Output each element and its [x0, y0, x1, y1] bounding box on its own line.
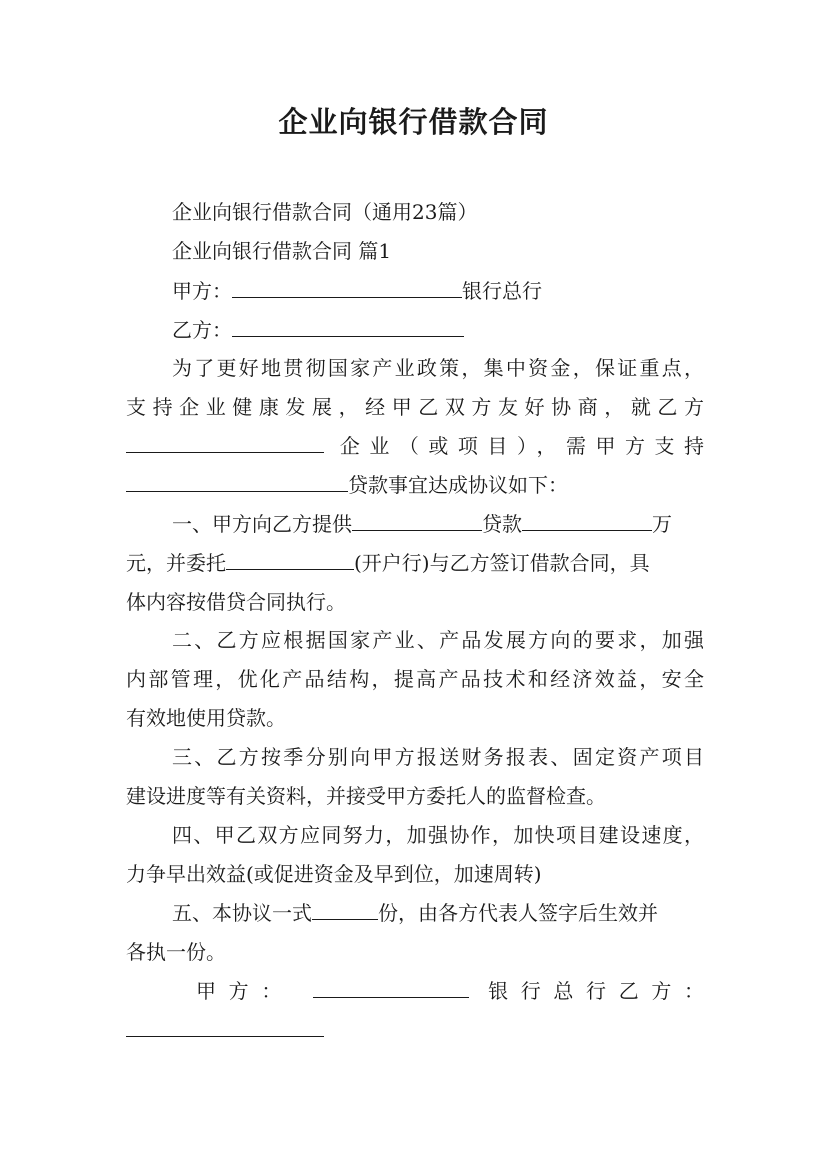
blank-underline — [126, 472, 348, 492]
paragraph-text: 企业（或项目），需甲方支持 — [339, 434, 705, 458]
blank-underline — [522, 511, 652, 531]
clause-2-line — [126, 666, 704, 692]
party-a-line — [172, 278, 704, 304]
clause-5-line — [126, 939, 704, 965]
paragraph-line — [126, 394, 704, 420]
blank-underline — [232, 317, 464, 337]
paragraph-text: 支持企业健康发展，经甲乙双方友好协商，就乙方 — [126, 395, 704, 419]
clause-4-line — [172, 822, 704, 848]
paragraph-text: 贷款事宜达成协议如下： — [348, 473, 568, 497]
clause-text: 三、乙方按季分别向甲方报送财务报表、固定资产项目 — [172, 745, 704, 769]
clause-text: 份，由各方代表人签字后生效并 — [378, 901, 658, 925]
signature-text: 甲方： — [196, 979, 294, 1003]
blank-underline — [312, 900, 378, 920]
clause-4-line — [126, 861, 704, 887]
party-a-suffix: 银行总行 — [462, 279, 542, 303]
document-title: 企业向银行借款合同 — [278, 105, 549, 139]
clause-5-line — [172, 900, 704, 926]
clause-text: 五、本协议一式 — [172, 901, 312, 925]
subtitle-text: 企业向银行借款合同（通用23篇） — [172, 200, 478, 224]
clause-text: 建设进度等有关资料，并接受甲方委托人的监督检查。 — [126, 784, 606, 808]
blank-underline — [126, 1017, 324, 1037]
clause-text: 贷款 — [482, 512, 522, 536]
clause-3-line — [172, 744, 704, 770]
clause-text: 各执一份。 — [126, 940, 226, 964]
clause-text: 有效地使用贷款。 — [126, 706, 286, 730]
clause-2-line — [172, 627, 704, 653]
clause-text: 四、甲乙双方应同努力，加强协作，加快项目建设速度， — [172, 823, 704, 847]
clause-text: 元，并委托 — [126, 551, 226, 575]
blank-underline — [352, 511, 482, 531]
signature-text: 银行总行乙方： — [488, 979, 705, 1003]
clause-text: 力争早出效益(或促进资金及早到位，加速周转) — [126, 862, 542, 886]
paragraph-line — [172, 355, 704, 381]
clause-1-line — [126, 550, 704, 576]
party-b-line — [172, 317, 704, 343]
clause-2-line — [126, 705, 704, 731]
clause-1-line — [126, 589, 704, 615]
signature-line — [196, 978, 704, 1004]
clause-1-line — [172, 511, 704, 537]
clause-text: 内部管理，优化产品结构，提高产品技术和经济效益，安全 — [126, 667, 704, 691]
clause-text: 一、甲方向乙方提供 — [172, 512, 352, 536]
paragraph-line — [126, 472, 704, 498]
blank-underline — [313, 978, 469, 998]
blank-underline — [226, 550, 354, 570]
party-a-label: 甲方： — [172, 279, 232, 303]
blank-underline — [232, 278, 462, 298]
subtitle-line — [172, 199, 704, 225]
section-heading-text: 企业向银行借款合同 篇1 — [172, 239, 392, 263]
section-heading-line — [172, 238, 704, 264]
paragraph-text: 为了更好地贯彻国家产业政策，集中资金，保证重点， — [172, 356, 704, 380]
clause-text: 体内容按借贷合同执行。 — [126, 590, 346, 614]
clause-3-line — [126, 783, 704, 809]
clause-text: (开户行)与乙方签订借款合同，具 — [354, 551, 650, 575]
party-b-label: 乙方： — [172, 318, 232, 342]
signature-line — [126, 1017, 704, 1043]
clause-text: 万 — [652, 512, 672, 536]
clause-text: 二、乙方应根据国家产业、产品发展方向的要求，加强 — [172, 628, 704, 652]
blank-underline — [126, 433, 324, 453]
paragraph-line — [126, 433, 704, 459]
